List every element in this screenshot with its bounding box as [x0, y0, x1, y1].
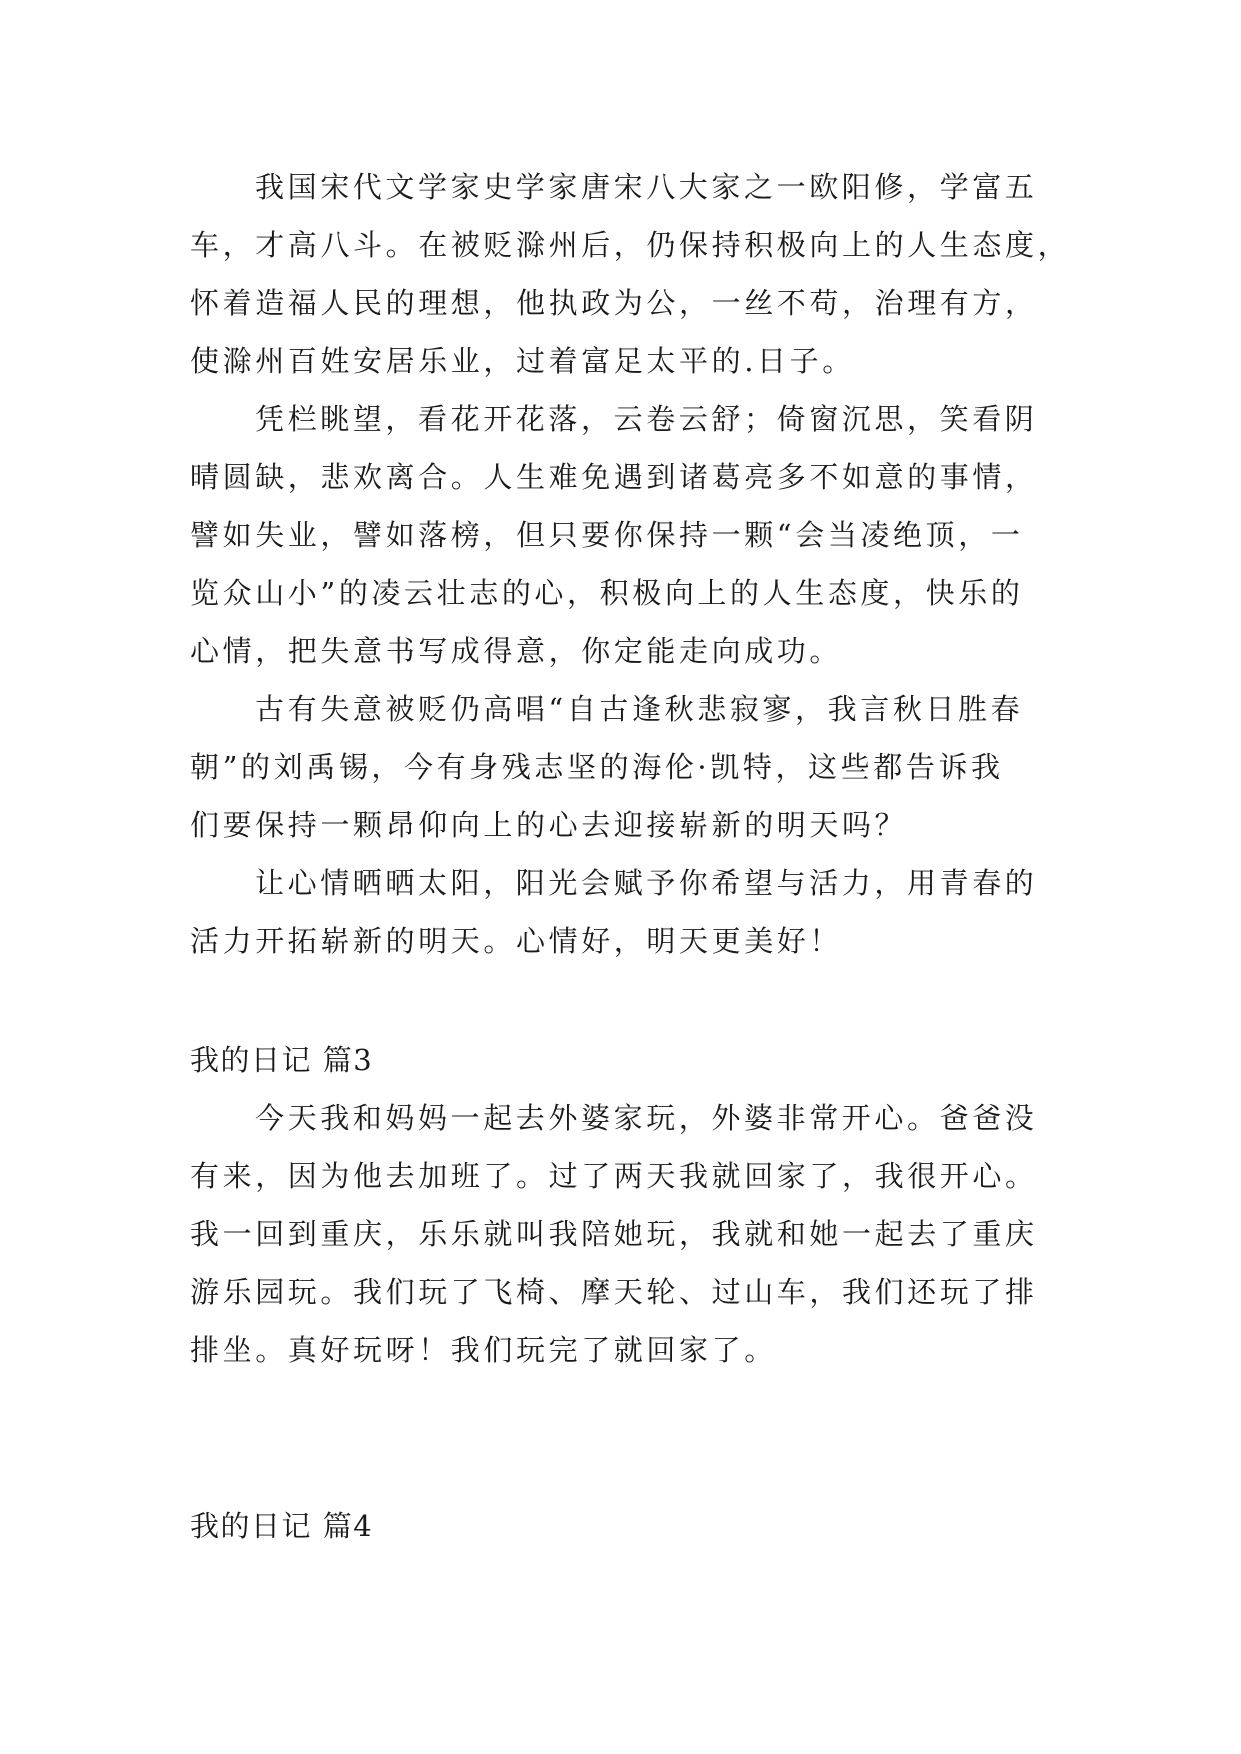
paragraph-2-line-5: 心情，把失意书写成得意，你定能走向成功。	[190, 634, 843, 668]
paragraph-2-line-1: 凭栏眺望，看花开花落，云卷云舒；倚窗沉思，笑看阴	[255, 402, 1038, 436]
paragraph-2-line-3: 譬如失业，譬如落榜，但只要你保持一颗“会当凌绝顶，一	[190, 518, 1024, 552]
paragraph-1-line-2: 车，才高八斗。在被贬滁州后，仍保持积极向上的人生态度，	[190, 228, 1071, 262]
paragraph-3-line-3: 们要保持一颗昂仰向上的心去迎接崭新的明天吗？	[190, 808, 908, 842]
paragraph-3-line-2: 朝”的刘禹锡，今有身残志坚的海伦·凯特，这些都告诉我	[190, 750, 1004, 784]
section-3-line-2: 有来，因为他去加班了。过了两天我就回家了，我很开心。	[190, 1159, 1038, 1193]
paragraph-1-line-1: 我国宋代文学家史学家唐宋八大家之一欧阳修，学富五	[255, 170, 1038, 204]
paragraph-3-line-1: 古有失意被贬仍高唱“自古逢秋悲寂寥，我言秋日胜春	[255, 692, 1024, 726]
paragraph-2-line-4: 览众山小”的凌云壮志的心，积极向上的人生态度，快乐的	[190, 576, 1024, 610]
paragraph-4-line-2: 活力开拓崭新的明天。心情好，明天更美好！	[190, 924, 843, 958]
section-3-line-5: 排坐。真好玩呀！我们玩完了就回家了。	[190, 1333, 777, 1367]
paragraph-1-line-4: 使滁州百姓安居乐业，过着富足太平的.日子。	[190, 344, 855, 378]
section-3-line-3: 我一回到重庆，乐乐就叫我陪她玩，我就和她一起去了重庆	[190, 1217, 1038, 1251]
paragraph-2-line-2: 晴圆缺，悲欢离合。人生难免遇到诸葛亮多不如意的事情，	[190, 460, 1038, 494]
section-3-heading: 我的日记 篇3	[190, 1043, 374, 1077]
section-3-line-4: 游乐园玩。我们玩了飞椅、摩天轮、过山车，我们还玩了排	[190, 1275, 1038, 1309]
paragraph-4-line-1: 让心情晒晒太阳，阳光会赋予你希望与活力，用青春的	[255, 866, 1038, 900]
section-3-line-1: 今天我和妈妈一起去外婆家玩，外婆非常开心。爸爸没	[255, 1101, 1038, 1135]
paragraph-1-line-3: 怀着造福人民的理想，他执政为公，一丝不苟，治理有方，	[190, 286, 1038, 320]
section-4-heading: 我的日记 篇4	[190, 1509, 374, 1543]
